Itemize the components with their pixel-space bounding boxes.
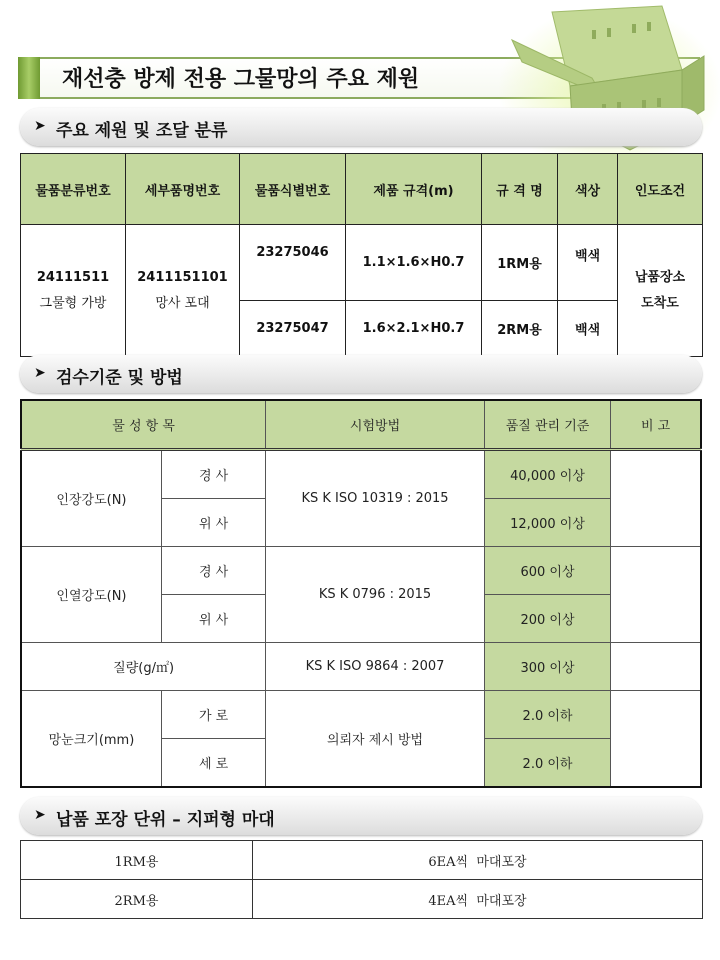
column-header: 세부품명번호	[126, 154, 240, 225]
color: 백색	[558, 301, 618, 357]
spec-name: 1RM용	[482, 225, 558, 301]
table-header-row	[21, 154, 703, 225]
color: 백색	[558, 225, 618, 301]
property-item: 질량(g/㎡)	[21, 643, 266, 691]
test-method: 의뢰자 제시 방법	[266, 691, 485, 788]
class-name: 그물형 가방	[39, 295, 107, 311]
property-subitem: 세 로	[161, 739, 265, 788]
remark-cell	[611, 691, 701, 788]
class-cell	[21, 225, 126, 357]
package-unit: 6EA씩 마대포장	[253, 841, 703, 880]
table-header-row	[21, 400, 701, 450]
arrow-right-icon: ➤	[34, 807, 46, 823]
column-header: 인도조건	[618, 154, 703, 225]
table-row	[21, 841, 703, 880]
remark-cell	[611, 547, 701, 643]
detail-cell	[126, 225, 240, 357]
section-title: 납품 포장 단위 – 지퍼형 마대	[56, 810, 275, 830]
column-header: 품질 관리 기준	[484, 400, 610, 450]
remark-cell	[611, 643, 701, 691]
table-row	[21, 880, 703, 919]
arrow-right-icon: ➤	[34, 118, 46, 134]
test-method: KS K ISO 9864 : 2007	[266, 643, 485, 691]
quality-standard: 40,000 이상	[484, 450, 610, 499]
page-title: 재선충 방제 전용 그물망의 주요 제원	[62, 67, 420, 92]
detail-name: 망사 포대	[155, 295, 210, 311]
quality-standard: 12,000 이상	[484, 499, 610, 547]
quality-standard: 300 이상	[484, 643, 610, 691]
property-item: 인열강도(N)	[21, 547, 161, 643]
column-header: 시험방법	[266, 400, 485, 450]
class-number: 24111511	[36, 269, 110, 285]
section-header-inspection	[20, 355, 702, 393]
property-item: 인장강도(N)	[21, 450, 161, 547]
table-row	[21, 691, 701, 739]
table-row	[21, 643, 701, 691]
section-title: 주요 제원 및 조달 분류	[56, 121, 228, 141]
column-header: 물품식별번호	[240, 154, 346, 225]
test-method: KS K 0796 : 2015	[266, 547, 485, 643]
package-spec: 1RM용	[21, 841, 253, 880]
table-row	[21, 225, 703, 301]
package-spec: 2RM용	[21, 880, 253, 919]
column-header: 규 격 명	[482, 154, 558, 225]
property-subitem: 경 사	[161, 450, 265, 499]
product-size: 1.1×1.6×H0.7	[346, 225, 482, 301]
package-unit: 4EA씩 마대포장	[253, 880, 703, 919]
quality-standard: 600 이상	[484, 547, 610, 595]
product-size: 1.6×2.1×H0.7	[346, 301, 482, 357]
table-row	[21, 547, 701, 595]
property-subitem: 위 사	[161, 499, 265, 547]
property-subitem: 가 로	[161, 691, 265, 739]
column-header: 비 고	[611, 400, 701, 450]
column-header: 물품분류번호	[21, 154, 126, 225]
property-subitem: 위 사	[161, 595, 265, 643]
test-method: KS K ISO 10319 : 2015	[266, 450, 485, 547]
title-accent-bar	[18, 57, 40, 99]
quality-standard: 200 이상	[484, 595, 610, 643]
section-title: 검수기준 및 방법	[56, 368, 183, 388]
item-id: 23275046	[240, 225, 346, 301]
delivery-line: 도착도	[641, 295, 679, 311]
section-header-specs	[20, 108, 702, 146]
specs-table	[20, 153, 703, 357]
quality-standard: 2.0 이하	[484, 739, 610, 788]
table-row	[21, 450, 701, 499]
delivery-cell	[618, 225, 703, 357]
arrow-right-icon: ➤	[34, 365, 46, 381]
remark-cell	[611, 450, 701, 547]
spec-name: 2RM용	[482, 301, 558, 357]
inspection-table	[20, 399, 702, 788]
detail-number: 2411151101	[137, 269, 228, 285]
column-header: 물 성 항 목	[21, 400, 266, 450]
property-item: 망눈크기(mm)	[21, 691, 161, 788]
delivery-line: 납품장소	[634, 269, 686, 285]
packaging-table	[20, 840, 703, 919]
quality-standard: 2.0 이하	[484, 691, 610, 739]
section-header-packaging	[20, 797, 702, 835]
item-id: 23275047	[240, 301, 346, 357]
column-header: 색상	[558, 154, 618, 225]
property-subitem: 경 사	[161, 547, 265, 595]
column-header: 제품 규격(m)	[346, 154, 482, 225]
